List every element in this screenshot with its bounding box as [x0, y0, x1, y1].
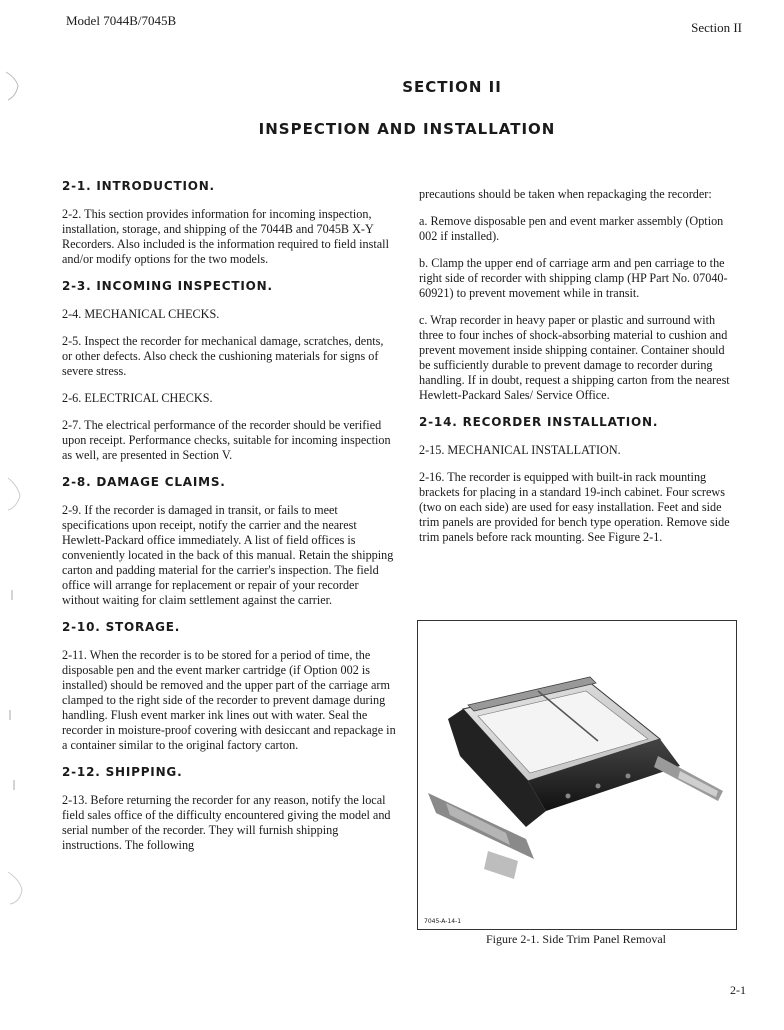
- figure-caption: Figure 2-1. Side Trim Panel Removal: [486, 932, 666, 946]
- section-heading: 2-12. SHIPPING.: [62, 765, 183, 779]
- paragraph: 2-15. MECHANICAL INSTALLATION.: [419, 443, 621, 457]
- figure-code: 7045-A-14-1: [424, 918, 462, 925]
- scan-margin-marks: [0, 0, 30, 1030]
- paragraph: 2-7. The electrical performance of the recorder should be verified upon receipt. Performance checks, suitable for incoming inspection as well, are presented in Section V.: [62, 418, 391, 462]
- figure-2-1: [417, 620, 737, 930]
- section-heading: 2-8. DAMAGE CLAIMS.: [62, 475, 226, 489]
- section-title: SECTION II: [402, 78, 502, 96]
- paragraph: 2-5. Inspect the recorder for mechanical damage, scratches, dents, or other defects. Also check the cushioning materials for signs of severe stress.: [62, 334, 384, 378]
- paragraph: precautions should be taken when repackaging the recorder:: [419, 187, 712, 201]
- right-column: [419, 187, 739, 557]
- section-heading: 2-1. INTRODUCTION.: [62, 179, 215, 193]
- paragraph: 2-16. The recorder is equipped with built-in rack mounting brackets for placing in a standard 19-inch cabinet. Four screws (two on each side) are used for easy installation. Feet and side trim panels are provided for bench type operation. Remove side trim panels before rack mounting. See Figure 2-1.: [419, 470, 730, 544]
- paragraph: 2-13. Before returning the recorder for any reason, notify the local field sales office of the difficulty encountered giving the model and serial number of the recorder. They will furnish shipping instructions. The following: [62, 793, 391, 852]
- section-heading: 2-14. RECORDER INSTALLATION.: [419, 415, 659, 429]
- header-section: Section II: [691, 20, 742, 35]
- paragraph: 2-2. This section provides information for incoming inspection, installation, storage, and shipping of the 7044B and 7045B X-Y Recorders. Also included is the information required to field install and/or modify options for the two models.: [62, 207, 389, 266]
- paragraph: 2-4. MECHANICAL CHECKS.: [62, 307, 220, 321]
- section-heading: 2-10. STORAGE.: [62, 620, 181, 634]
- paragraph: a. Remove disposable pen and event marker assembly (Option 002 if installed).: [419, 214, 724, 243]
- recorder-illustration: [418, 621, 736, 921]
- section-subtitle: INSPECTION AND INSTALLATION: [258, 120, 556, 138]
- paragraph: c. Wrap recorder in heavy paper or plastic and surround with three to four inches of shock-absorbing material to cushion and prevent movement inside shipping container. Container should be sufficiently durable to prevent damage to recorder during handling. If in doubt, request a shipping carton from the nearest Hewlett-Packard Sales/ Service Office.: [419, 313, 730, 402]
- paragraph: 2-6. ELECTRICAL CHECKS.: [62, 391, 213, 405]
- section-heading: 2-3. INCOMING INSPECTION.: [62, 279, 273, 293]
- left-column: [62, 179, 396, 865]
- paragraph: 2-11. When the recorder is to be stored for a period of time, the disposable pen and the event marker cartridge (if Option 002 is installed) should be removed and the upper part of the carriage arm clamped to the right side of the recorder to prevent damage during handling. Flush event marker ink lines out with water. Seal the recorder in moisture-proof covering with desiccant and repackage in a container similar to the original factory carton.: [62, 648, 396, 752]
- paragraph: b. Clamp the upper end of carriage arm and pen carriage to the right side of recorder with shipping clamp (HP Part No. 07040-60921) to prevent movement while in transit.: [419, 256, 728, 300]
- header-model: Model 7044B/7045B: [66, 13, 177, 28]
- page-number: 2-1: [730, 983, 746, 997]
- paragraph: 2-9. If the recorder is damaged in transit, or fails to meet specifications upon receipt, notify the carrier and the nearest Hewlett-Packard office immediately. A list of field offices is conveniently located in the back of this manual. Retain the shipping carton and padding material for the carrier's inspection. The field office will arrange for replacement or repair of your recorder without waiting for claim settlement against the carrier.: [62, 503, 394, 607]
